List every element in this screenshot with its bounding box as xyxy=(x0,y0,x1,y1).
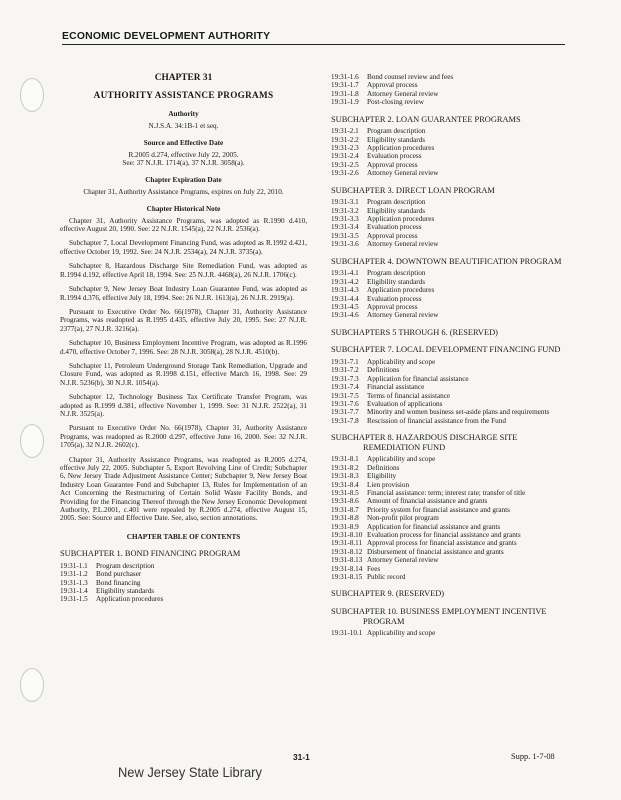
toc-entry xyxy=(331,311,569,319)
section-number: 19:31-8.7 xyxy=(331,505,359,514)
subchapter-heading: SUBCHAPTER 9. (RESERVED) xyxy=(331,589,445,599)
section-number: 19:31-2.6 xyxy=(331,169,359,178)
section-title: Bond financing xyxy=(96,578,141,587)
section-title: Terms of financial assistance xyxy=(367,391,451,400)
toc-entry xyxy=(331,161,569,169)
section-title: Rescission of financial assistance from the Fund xyxy=(367,416,506,425)
section-title: Approval process for financial assistance and grants xyxy=(367,539,517,548)
toc-entry xyxy=(331,73,569,81)
toc-entry xyxy=(331,573,569,581)
subchapter-heading: SUBCHAPTER 10. BUSINESS EMPLOYMENT INCENTIVE PROGRAM xyxy=(331,607,547,626)
toc-entry xyxy=(331,81,569,89)
section-number: 19:31-7.4 xyxy=(331,383,359,392)
section-title: Approval process xyxy=(367,302,418,311)
source-line: R.2005 d.274, effective July 22, 2005. xyxy=(128,150,239,159)
toc-entry xyxy=(60,595,307,603)
left-column xyxy=(60,73,307,604)
toc-entry xyxy=(331,556,569,564)
toc-entry xyxy=(331,514,569,522)
section-number: 19:31-4.3 xyxy=(331,286,359,295)
section-title: Applicability and scope xyxy=(367,629,436,638)
toc-list xyxy=(331,198,569,248)
section-number: 19:31-8.1 xyxy=(331,455,359,464)
section-number: 19:31-7.1 xyxy=(331,357,359,366)
section-title: Application for financial assistance and grants xyxy=(367,522,501,531)
toc-entry xyxy=(331,392,569,400)
library-stamp: New Jersey State Library xyxy=(118,764,262,780)
section-number: 19:31-7.2 xyxy=(331,366,359,375)
section-number: 19:31-3.1 xyxy=(331,198,359,207)
subchapter-heading: SUBCHAPTER 7. LOCAL DEVELOPMENT FINANCING FUND xyxy=(331,345,561,355)
toc-entry xyxy=(331,127,569,135)
section-number: 19:31-4.4 xyxy=(331,294,359,303)
section-title: Application procedures xyxy=(367,144,435,153)
section-title: Financial assistance: term; interest rate; transfer of title xyxy=(367,488,526,497)
toc-entry xyxy=(331,417,569,425)
toc-entry xyxy=(331,481,569,489)
section-title: Attorney General review xyxy=(367,556,439,565)
section-number: 19:31-8.4 xyxy=(331,480,359,489)
section-number: 19:31-8.13 xyxy=(331,556,363,565)
section-title: Application for financial assistance xyxy=(367,374,469,383)
section-number: 19:31-4.6 xyxy=(331,311,359,320)
toc-entry xyxy=(331,295,569,303)
section-title: Evaluation process xyxy=(367,223,422,232)
section-number: 19:31-8.9 xyxy=(331,522,359,531)
section-number: 19:31-8.10 xyxy=(331,531,363,539)
section-title: Evaluation process xyxy=(367,152,422,161)
section-title: Evaluation process xyxy=(367,294,422,303)
section-number: 19:31-2.1 xyxy=(331,127,359,136)
toc-list xyxy=(331,629,569,637)
toc-entry xyxy=(331,375,569,383)
section-title: Evaluation process for financial assistance and grants xyxy=(367,531,521,539)
subchapter-heading: SUBCHAPTERS 5 THROUGH 6. (RESERVED) xyxy=(331,327,498,337)
toc-list xyxy=(331,358,569,425)
section-title: Approval process xyxy=(367,81,418,90)
toc-list xyxy=(331,455,569,581)
toc-entry xyxy=(331,358,569,366)
toc-entry xyxy=(331,98,569,106)
section-title: Eligibility xyxy=(367,472,397,481)
toc-entry xyxy=(331,90,569,98)
toc-entry xyxy=(331,464,569,472)
toc-entry xyxy=(331,523,569,531)
section-title: Application procedures xyxy=(96,595,164,604)
subchapter-heading: SUBCHAPTER 8. HAZARDOUS DISCHARGE SITE REMEDIATION FUND xyxy=(331,433,518,452)
toc-entry xyxy=(331,548,569,556)
section-title: Post-closing review xyxy=(367,98,424,107)
toc-entry xyxy=(331,269,569,277)
toc-entry xyxy=(331,152,569,160)
toc-entry xyxy=(331,303,569,311)
toc-entry xyxy=(331,383,569,391)
section-title: Non-profit pilot program xyxy=(367,514,439,523)
section-title: Approval process xyxy=(367,160,418,169)
chapter-number: CHAPTER 31 xyxy=(154,73,213,83)
expiration-text: Chapter 31, Authority Assistance Programs, expires on July 22, 2010. xyxy=(83,187,284,196)
section-title: Approval process xyxy=(367,231,418,240)
section-number: 19:31-8.12 xyxy=(331,547,363,556)
section-title: Eligibility standards xyxy=(96,587,155,596)
section-number: 19:31-4.2 xyxy=(331,277,359,286)
section-number: 19:31-3.2 xyxy=(331,206,359,215)
section-number: 19:31-2.2 xyxy=(331,135,359,144)
toc-entry xyxy=(331,455,569,463)
section-title: Bond counsel review and fees xyxy=(367,73,454,81)
subchapter-heading: SUBCHAPTER 1. BOND FINANCING PROGRAM xyxy=(60,549,241,559)
section-number: 19:31-7.5 xyxy=(331,391,359,400)
section-title: Program description xyxy=(367,127,426,136)
section-title: Evaluation of applications xyxy=(367,399,443,408)
toc-entry xyxy=(331,198,569,206)
section-number: 19:31-1.6 xyxy=(331,73,359,81)
toc-heading: CHAPTER TABLE OF CONTENTS xyxy=(126,532,241,541)
section-number: 19:31-3.4 xyxy=(331,223,359,232)
section-number: 19:31-1.1 xyxy=(60,561,88,570)
section-number: 19:31-7.8 xyxy=(331,416,359,425)
toc-entry xyxy=(331,400,569,408)
section-number: 19:31-10.1 xyxy=(331,629,363,638)
section-number: 19:31-1.8 xyxy=(331,89,359,98)
section-title: Minority and women business set-aside plans and requirements xyxy=(367,408,550,417)
history-paragraph: Subchapter 12, Technology Business Tax Certificate Transfer Program, was adopted as R.1999 d.381, effective November 1, 1999. See: 31 N.J.R. 2522(a), 31 N.J.R. 3525(a). xyxy=(60,393,307,418)
section-number: 19:31-7.7 xyxy=(331,408,359,417)
toc-entry xyxy=(331,215,569,223)
toc-entry xyxy=(60,570,307,578)
toc-entry xyxy=(331,136,569,144)
toc-entry xyxy=(331,629,569,637)
toc-entry xyxy=(331,506,569,514)
history-paragraph: Subchapter 7, Local Development Financing Fund, was adopted as R.1992 d.421, effective October 19, 1992. See: 24 N.J.R. 2534(a), 24 N.J.R. 3735(a). xyxy=(60,239,307,256)
section-title: Amount of financial assistance and grants xyxy=(367,497,488,506)
section-number: 19:31-8.11 xyxy=(331,539,363,548)
page-number: 31-1 xyxy=(293,752,310,762)
toc-entry xyxy=(60,579,307,587)
section-title: Application procedures xyxy=(367,286,435,295)
section-number: 19:31-3.5 xyxy=(331,231,359,240)
toc-entry xyxy=(60,587,307,595)
toc-entry xyxy=(331,286,569,294)
supplement-date: Supp. 1-7-08 xyxy=(511,752,555,761)
toc-entry xyxy=(331,531,569,539)
section-number: 19:31-8.5 xyxy=(331,488,359,497)
section-title: Program description xyxy=(367,198,426,207)
toc-entry xyxy=(331,408,569,416)
toc-entry xyxy=(331,144,569,152)
history-paragraph: Chapter 31, Authority Assistance Programs, was readopted as R.2005 d.274, effective July 22, 2005. Subchapter 5, Export Revolving Line of Credit; Subchapter 6, New Jersey Trade Adjustment Assistance Center; Subchapter 9, New Jersey Boat Industry Loan Guarantee Fund and Subchapter 13, Rules for Implementation of an Act Concerning the Restructuring of Certain Solid Waste Facility Bonds, and Providing for the Financing Thereof through the New Jersey Economic Development Authority, P.L.2001, c.401 were repealed by R.2005 d.274, effective August 15, 2005. See: Source and Effective Date. See, also, section annotations. xyxy=(60,455,307,523)
section-number: 19:31-7.3 xyxy=(331,374,359,383)
section-title: Bond purchaser xyxy=(96,570,142,579)
section-title: Disbursement of financial assistance and grants xyxy=(367,547,504,556)
expiration-heading: Chapter Expiration Date xyxy=(145,176,222,185)
toc-list xyxy=(60,562,307,604)
toc-entry xyxy=(331,565,569,573)
punch-hole xyxy=(20,78,44,112)
section-title: Attorney General review xyxy=(367,89,439,98)
toc-entry xyxy=(331,232,569,240)
section-title: Attorney General review xyxy=(367,240,439,249)
history-paragraph: Subchapter 10, Business Employment Incentive Program, was adopted as R.1996 d.470, effective October 7, 1996. See: 28 N.J.R. 3058(a), 28 N.J.R. 4510(b). xyxy=(60,339,307,356)
section-title: Eligibility standards xyxy=(367,277,426,286)
section-title: Application procedures xyxy=(367,215,435,224)
authority-heading: Authority xyxy=(168,110,199,119)
section-title: Applicability and scope xyxy=(367,357,436,366)
section-title: Program description xyxy=(96,561,155,570)
section-number: 19:31-8.2 xyxy=(331,463,359,472)
history-paragraph: Chapter 31, Authority Assistance Programs, was adopted as R.1990 d.410, effective August 20, 1990. See: 22 N.J.R. 1545(a), 22 N.J.R. 2536(a). xyxy=(60,216,307,234)
history-paragraph: Subchapter 8, Hazardous Discharge Site Remediation Fund, was adopted as R.1994 d.192, effective April 18, 1994. See: 25 N.J.R. 4468(a), 26 N.J.R. 1706(c). xyxy=(60,262,307,279)
section-number: 19:31-8.8 xyxy=(331,514,359,523)
toc-entry xyxy=(331,278,569,286)
toc-list xyxy=(331,73,569,107)
section-title: Eligibility standards xyxy=(367,206,426,215)
history-paragraph: Subchapter 11, Petroleum Underground Storage Tank Remediation, Upgrade and Closure Fund, was adopted as R.1998 d.151, effective March 16, 1998. See: 29 N.J.R. 5236(b), 30 N.J.R. 1054(a). xyxy=(60,361,307,387)
punch-hole xyxy=(20,424,44,458)
history-paragraph: Subchapter 9, New Jersey Boat Industry Loan Guarantee Fund, was adopted as R.1994 d.376, effective July 18, 1994. See: 26 N.J.R. 1613(a), 26 N.J.R. 2919(a). xyxy=(60,285,307,302)
toc-entry xyxy=(331,366,569,374)
source-heading: Source and Effective Date xyxy=(143,139,224,148)
section-number: 19:31-1.9 xyxy=(331,98,359,107)
section-number: 19:31-3.6 xyxy=(331,240,359,249)
toc-entry xyxy=(331,497,569,505)
section-title: Definitions xyxy=(367,366,400,375)
history-paragraph: Pursuant to Executive Order No. 66(1978), Chapter 31, Authority Assistance Programs, was readopted as R.1995 d.435, effective July 20, 1995. See: 27 N.J.R. 2377(a), 27 N.J.R. 3216(a). xyxy=(60,307,307,333)
section-number: 19:31-1.4 xyxy=(60,587,88,596)
toc-list xyxy=(331,269,569,319)
running-head: ECONOMIC DEVELOPMENT AUTHORITY xyxy=(62,31,565,45)
toc-list xyxy=(331,127,569,177)
section-number: 19:31-8.14 xyxy=(331,564,363,573)
section-number: 19:31-1.7 xyxy=(331,81,359,90)
toc-entry xyxy=(331,472,569,480)
section-number: 19:31-7.6 xyxy=(331,399,359,408)
subchapter-heading: SUBCHAPTER 2. LOAN GUARANTEE PROGRAMS xyxy=(331,114,521,124)
subchapter-heading: SUBCHAPTER 3. DIRECT LOAN PROGRAM xyxy=(331,185,495,195)
section-number: 19:31-1.5 xyxy=(60,595,88,604)
chapter-title: AUTHORITY ASSISTANCE PROGRAMS xyxy=(93,90,274,100)
section-number: 19:31-4.1 xyxy=(331,269,359,278)
section-title: Priority system for financial assistance and grants xyxy=(367,505,510,514)
toc-entry xyxy=(331,169,569,177)
authority-text: N.J.S.A. 34:1B-1 et seq. xyxy=(148,121,219,130)
section-number: 19:31-8.3 xyxy=(331,472,359,481)
section-title: Financial assistance xyxy=(367,383,425,392)
toc-entry xyxy=(331,240,569,248)
section-title: Applicability and scope xyxy=(367,455,436,464)
section-title: Attorney General review xyxy=(367,311,439,320)
source-line: See: 37 N.J.R. 1714(a), 37 N.J.R. 3058(a). xyxy=(122,159,245,168)
section-title: Fees xyxy=(367,564,381,573)
section-number: 19:31-3.3 xyxy=(331,215,359,224)
section-number: 19:31-4.5 xyxy=(331,302,359,311)
toc-entry xyxy=(331,539,569,547)
section-number: 19:31-8.15 xyxy=(331,573,363,582)
toc-entry xyxy=(331,489,569,497)
section-number: 19:31-1.3 xyxy=(60,578,88,587)
section-title: Attorney General review xyxy=(367,169,439,178)
section-number: 19:31-1.2 xyxy=(60,570,88,579)
section-number: 19:31-2.5 xyxy=(331,160,359,169)
section-number: 19:31-2.3 xyxy=(331,144,359,153)
section-title: Public record xyxy=(367,573,406,582)
section-number: 19:31-2.4 xyxy=(331,152,359,161)
toc-entry xyxy=(60,562,307,570)
section-number: 19:31-8.6 xyxy=(331,497,359,506)
section-title: Eligibility standards xyxy=(367,135,426,144)
section-title: Definitions xyxy=(367,463,400,472)
subchapter-heading: SUBCHAPTER 4. DOWNTOWN BEAUTIFICATION PROGRAM xyxy=(331,256,562,266)
section-title: Lien provision xyxy=(367,480,410,489)
right-column xyxy=(331,73,569,638)
history-heading: Chapter Historical Note xyxy=(146,205,221,214)
section-title: Program description xyxy=(367,269,426,278)
punch-hole xyxy=(20,668,44,702)
toc-entry xyxy=(331,223,569,231)
toc-entry xyxy=(331,207,569,215)
history-paragraph: Pursuant to Executive Order No. 66(1978), Chapter 31, Authority Assistance Programs, was readopted as R.2000 d.297, effective June 16, 2000. See: 32 N.J.R. 1705(a), 32 N.J.R. 2602(c). xyxy=(60,424,307,450)
